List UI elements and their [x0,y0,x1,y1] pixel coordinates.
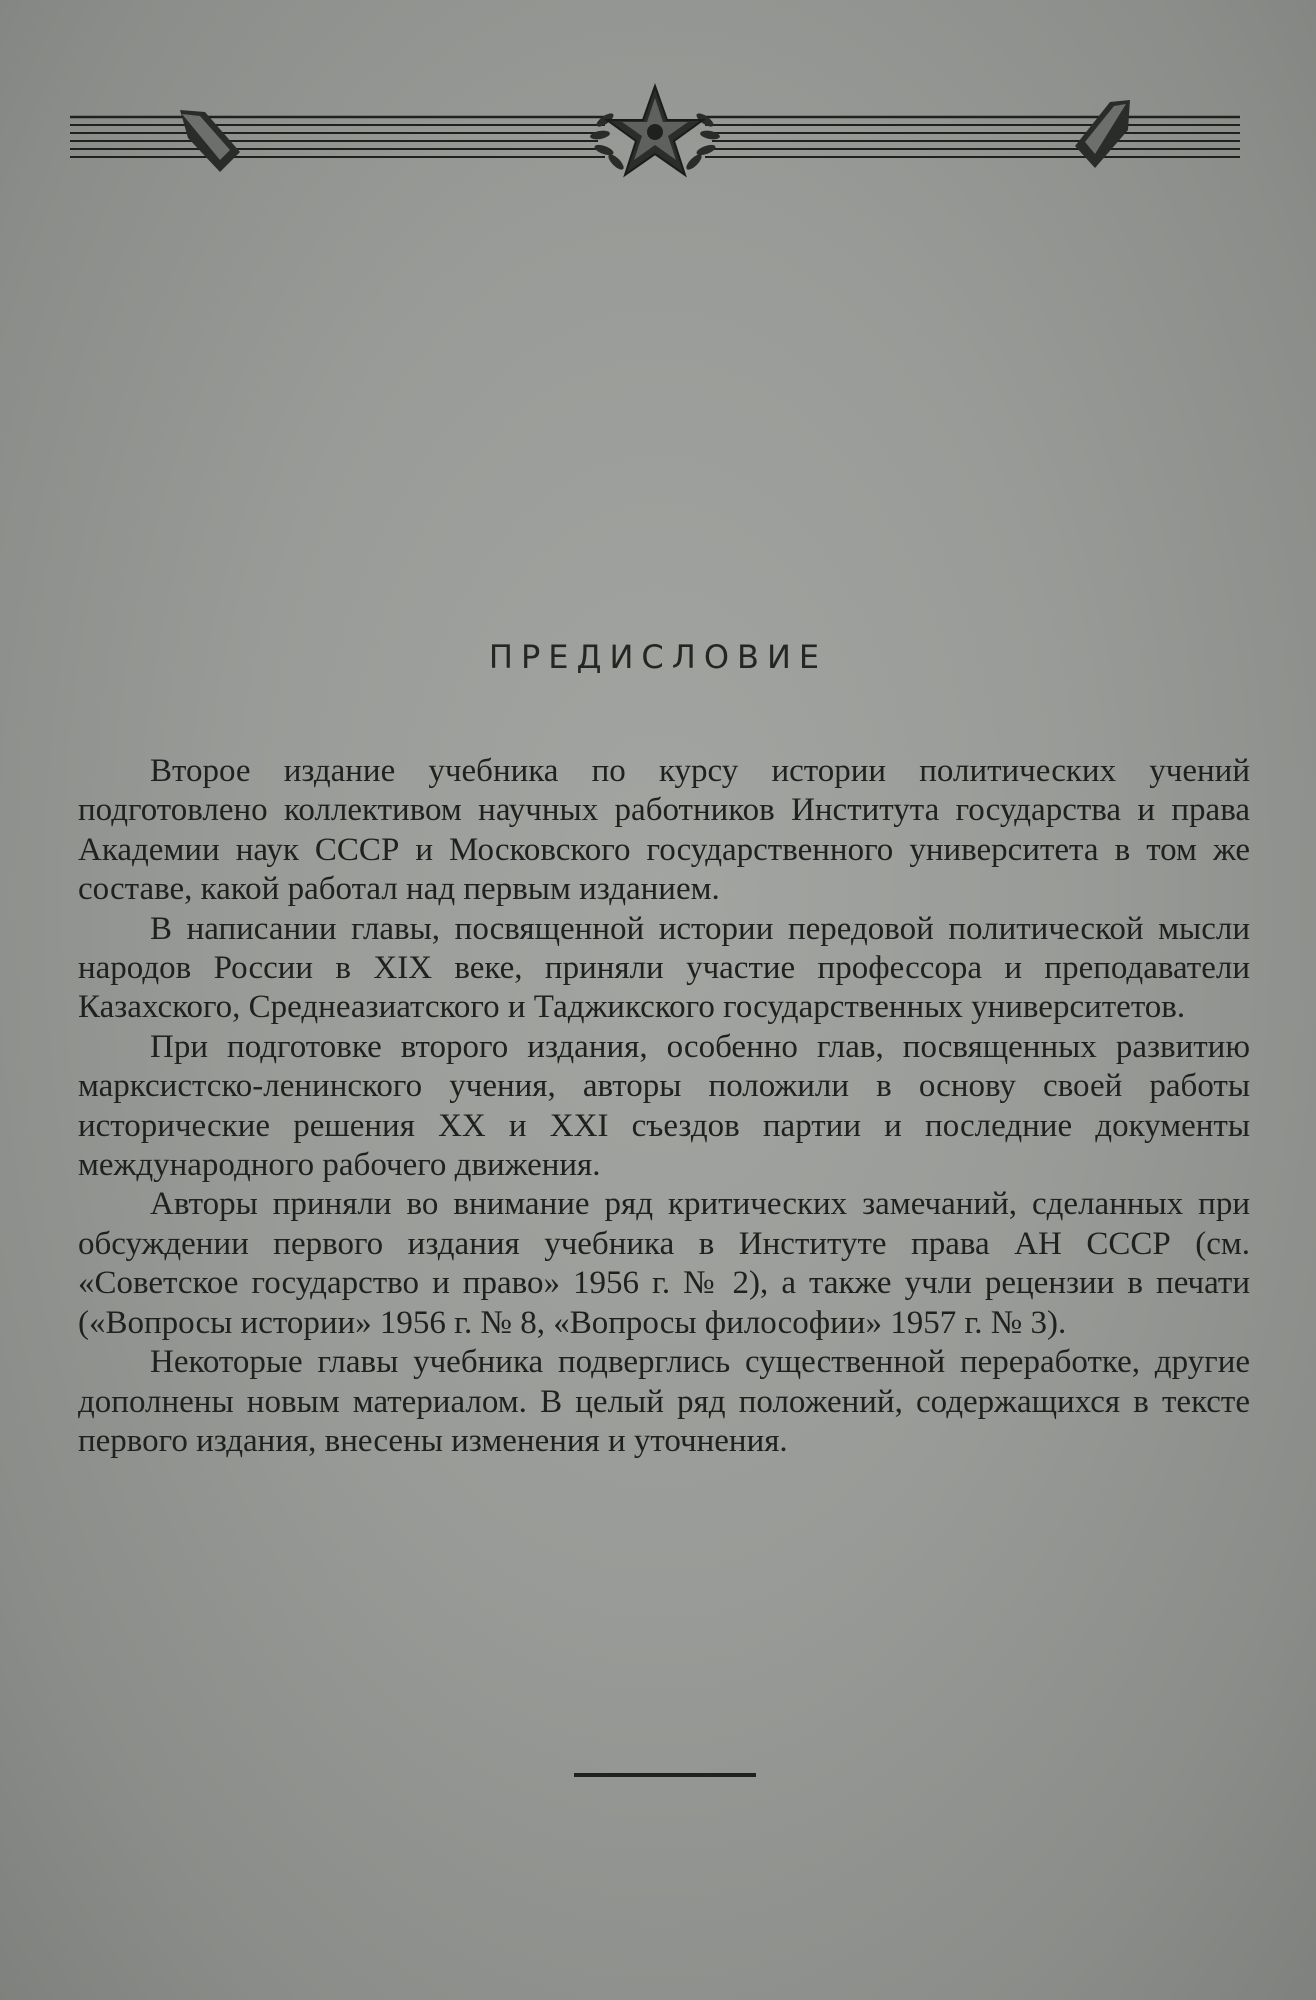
paragraph-5: Некоторые главы учебника подверглись существенной переработке, другие дополнены новым материалом. В целый ряд положений, содержащихся в тексте первого издания, внесены изменения и уточнения. [78,1344,1250,1459]
end-divider [574,1773,756,1777]
paragraph-1: Второе издание учебника по курсу истории политических учений подготовлено коллективом научных работников Института государства и права Академии наук СССР и Московского государственного университета в том же составе, какой работал над первым изданием. [78,753,1250,908]
star-ornament-icon [70,80,1240,190]
page-title: ПРЕДИСЛОВИЕ [488,638,828,676]
paragraph-3: При подготовке второго издания, особенно глав, посвященных развитию марксистско-ленинского учения, авторы положили в основу своей работы исторические решения XX и XXI съездов партии и последние документы международного рабочего движения. [78,1028,1250,1184]
paragraph-4: Авторы приняли во внимание ряд критических замечаний, сделанных при обсуждении первого издания учебника в Институте права АН СССР (см. «Советское государство и право» 1956 г. № 2), а также учли рецензии в печати («Вопросы истории» 1956 г. № 8, «Вопросы философии» 1957 г. № 3). [78,1186,1250,1341]
paragraph-2: В написании главы, посвященной истории передовой политической мысли народов России в XIX веке, приняли участие профессора и преподаватели Казахского, Среднеазиатского и Таджикского государственных университетов. [78,910,1250,1026]
preface-text [78,752,1250,1461]
